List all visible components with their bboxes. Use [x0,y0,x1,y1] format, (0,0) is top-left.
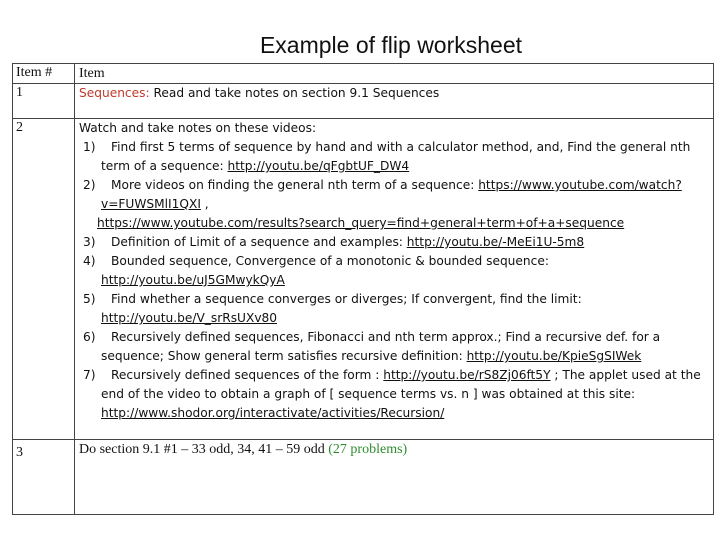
list-item-continuation [79,214,709,233]
homework-text: Do section 9.1 #1 – 33 odd, 34, 41 – 59 odd [79,442,329,457]
list-item: 4) Bounded sequence, Convergence of a monotonic & bounded sequence: http://youtu.be/uJ5GMwykQyA [83,254,549,287]
problem-count: (27 problems) [328,442,408,457]
row-number: 1 [13,84,75,119]
page-title: Example of flip worksheet [259,32,523,58]
video-link[interactable]: http://youtu.be/uJ5GMwykQyA [101,273,285,287]
video-link[interactable]: https://www.youtube.com/watch?v=FUWSMlI1QXI [101,178,682,211]
list-item: 5) Find whether a sequence converges or diverges; If convergent, find the limit: http://youtu.be/V_srRsUXv80 [83,292,582,325]
table-row [13,84,714,119]
table-row [13,440,714,515]
row-content [75,84,714,119]
list-item: 1) Find first 5 terms of sequence by hand and with a calculator method, and, Find the general nth term of a sequence: http://youtu.be/qFgbtUF_DW4 [83,140,691,173]
applet-link[interactable]: http://www.shodor.org/interactivate/activities/Recursion/ [101,406,445,420]
header-item: Item [75,64,714,84]
video-link[interactable]: http://youtu.be/V_srRsUXv80 [101,311,278,325]
video-link[interactable]: http://youtu.be/qFgbtUF_DW4 [227,159,410,173]
row-text: Read and take notes on section 9.1 Sequences [149,86,440,100]
list-item: 2) More videos on finding the general nth term of a sequence: https://www.youtube.com/watch?v=FUWSMlI1QXI , [83,178,682,211]
sequences-label: Sequences: [79,86,150,100]
list-item: 3) Definition of Limit of a sequence and examples: http://youtu.be/-MeEi1U-5m8 [83,235,585,249]
header-item-number: Item # [13,64,75,84]
row-content [75,440,714,515]
row-content [75,119,714,440]
video-link[interactable]: http://youtu.be/-MeEi1U-5m8 [406,235,585,249]
table-row [13,119,714,440]
video-intro: Watch and take notes on these videos: [79,121,317,135]
list-item: 6) Recursively defined sequences, Fibonacci and nth term approx.; Find a recursive def. for a sequence; Show general term satisfies recursive definition: http://youtu.be/KpieSgSIWek [83,330,661,363]
video-link[interactable]: https://www.youtube.com/results?search_query=find+general+term+of+a+sequence [97,216,625,230]
row-number: 3 [13,440,75,515]
video-link[interactable]: http://youtu.be/rS8Zj06ft5Y [383,368,551,382]
header-row [13,64,714,84]
video-link[interactable]: http://youtu.be/KpieSgSIWek [466,349,642,363]
list-item: 7) Recursively defined sequences of the form : http://youtu.be/rS8Zj06ft5Y ; The applet used at the end of the video to obtain a graph of [ sequence terms vs. n ] was obtained at this site: http://www.shodor.org/interactivate/activities/Recursion/ [83,368,701,420]
worksheet-table [12,63,714,515]
row-number: 2 [13,119,75,440]
